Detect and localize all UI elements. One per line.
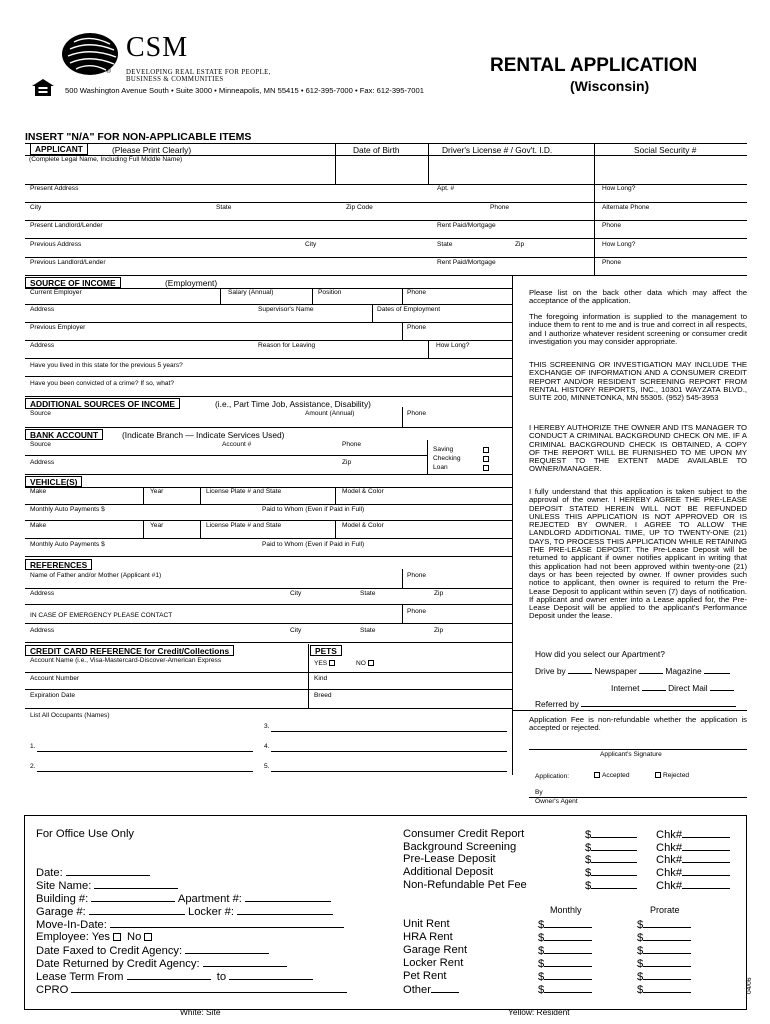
legal-name-note: (Complete Legal Name, Including Full Middle Name) (29, 156, 183, 163)
garage-rent-prorate-dollar: $ (637, 945, 644, 957)
office-date-faxed-label: Date Faxed to Credit Agency: (36, 945, 183, 957)
fee-additional-amount[interactable] (585, 866, 637, 879)
rent-paid-label: Rent Paid/Mortgage (437, 222, 496, 229)
rejected-checkbox[interactable] (655, 772, 661, 778)
application-label: Application: (535, 773, 570, 780)
bank-source-label: Source (30, 441, 51, 448)
unit-rent-label: Unit Rent (403, 918, 450, 930)
account-number-label: Account Number (30, 675, 80, 682)
garage-rent-prorate[interactable] (637, 944, 691, 957)
footer-yellow-copy: Yellow: Resident (508, 1007, 570, 1017)
csm-logo (60, 30, 122, 78)
employment-note: (Employment) (165, 278, 218, 288)
previous-address-label: Previous Address (30, 241, 82, 248)
bank-account-number-label: Account # (222, 441, 252, 448)
city-label: City (30, 204, 42, 211)
vehicle1-model-label: Model & Color (342, 488, 384, 495)
office-move-in (36, 918, 344, 931)
office-date (36, 866, 150, 879)
present-address-label: Present Address (30, 185, 79, 192)
fee-pet-check[interactable] (656, 879, 730, 892)
previous-landlord-phone-label: Phone (602, 259, 622, 266)
salary-label: Salary (Annual) (228, 289, 274, 296)
loan-label: Loan (433, 464, 448, 471)
pets-no-option[interactable] (356, 660, 376, 667)
office-use-title: For Office Use Only (36, 828, 135, 840)
rejected-label: Rejected (663, 772, 690, 779)
logo-tagline-1: DEVELOPING REAL ESTATE FOR PEOPLE, (126, 69, 271, 76)
landlord-phone-label: Phone (602, 222, 622, 229)
fee-background-chk-blank[interactable] (682, 841, 730, 851)
office-apartment-field[interactable] (245, 892, 331, 902)
rejected-option[interactable] (653, 772, 689, 779)
drive-by-option[interactable] (535, 666, 730, 676)
drive-by-label: Drive by (535, 666, 566, 676)
fee-credit-report-blank[interactable] (591, 828, 637, 838)
fee-credit-report-chk-label: Chk# (656, 829, 683, 841)
vehicle2-model-label: Model & Color (342, 522, 384, 529)
signature-label: Applicant's Signature (600, 751, 662, 758)
bank-account-label: BANK ACCOUNT (25, 429, 103, 440)
office-date-field[interactable] (66, 866, 150, 876)
bank-phone-label: Phone (342, 441, 362, 448)
page-title: RENTAL APPLICATION (490, 55, 698, 76)
date-of-birth-field[interactable] (336, 156, 428, 184)
newspaper-blank[interactable] (639, 666, 663, 674)
unit-rent-prorate-blank[interactable] (643, 918, 691, 928)
office-building-label: Building #: (36, 893, 89, 905)
employment-how-long-label: How Long? (436, 342, 470, 349)
additional-phone-label: Phone (407, 410, 427, 417)
expiration-label: Expiration Date (30, 692, 76, 699)
drive-by-blank[interactable] (568, 666, 592, 674)
unit-rent-prorate[interactable] (637, 918, 691, 931)
applicant-name-field[interactable] (25, 164, 335, 184)
pets-label: PETS (310, 645, 342, 656)
pets-yes-checkbox[interactable] (329, 660, 335, 666)
logo-text: CSM (126, 32, 189, 63)
vehicle2-year-label: Year (150, 522, 164, 529)
print-note: (Please Print Clearly) (112, 145, 192, 155)
referred-by-option[interactable] (535, 699, 736, 709)
office-employee-label: Employee: Yes (36, 931, 111, 943)
vehicle1-year-label: Year (150, 488, 164, 495)
locker-rent-monthly[interactable] (538, 957, 592, 970)
office-building-field[interactable] (91, 892, 175, 902)
other-rent-monthly[interactable] (538, 983, 592, 996)
pre-lease-return-text: The Pre-Lease Deposit will be returned to applicant if owner notifies applicant in writing that this application had not been approved within twenty-one (21) days or has been rejected by owner. If owner provides such notice to applicant, then owner is required to return the Pre-Lease Deposit to applicant within seven (7) days of notification. If applicant and owner enter into a Lease applied for, the Pre-Lease Deposit will be applied to the applicant's Performance Deposit under the lease. (529, 545, 748, 621)
registered-mark: ® (106, 68, 111, 75)
office-site-name (36, 879, 178, 892)
pets-no-checkbox[interactable] (368, 660, 374, 666)
office-garage-field[interactable] (89, 905, 185, 915)
unit-rent-monthly-blank[interactable] (544, 918, 592, 928)
previous-zip-label: Zip (515, 241, 525, 248)
garage-rent-monthly[interactable] (538, 944, 592, 957)
fee-note: Application Fee is non-refundable whether the application is accepted or rejected. (529, 715, 747, 733)
hra-rent-monthly-blank[interactable] (544, 931, 592, 941)
vehicle2-plate-label: License Plate # and State (206, 522, 282, 529)
office-move-in-field[interactable] (110, 918, 344, 928)
pets-yes-label: YES (314, 660, 328, 667)
reference-zip-label: Zip (434, 590, 444, 597)
occupant-1-number: 1. (30, 743, 36, 750)
instructions: INSERT "N/A" FOR NON-APPLICABLE ITEMS (25, 131, 252, 143)
signature-field[interactable] (529, 735, 747, 749)
vehicles-label: VEHICLE(S) (25, 476, 82, 487)
emergency-phone-label: Phone (407, 608, 427, 615)
office-garage (36, 905, 333, 918)
lived-five-years-label: Have you lived in this state for the previous 5 years? (30, 362, 183, 369)
prorate-header: Prorate (650, 905, 680, 915)
fee-pet-blank[interactable] (591, 879, 637, 889)
fee-pet-label: Non-Refundable Pet Fee (403, 879, 527, 891)
occupant-4-number: 4. (264, 743, 270, 750)
garage-rent-prorate-blank[interactable] (643, 944, 691, 954)
office-employee (36, 931, 155, 943)
employee-yes-checkbox[interactable] (113, 933, 121, 941)
loan-checkbox[interactable] (483, 465, 489, 471)
convicted-label: Have you been convicted of a crime? If so, what? (30, 380, 175, 387)
fee-credit-report-amount[interactable] (585, 828, 637, 841)
pet-rent-prorate[interactable] (637, 970, 691, 983)
previous-landlord-label: Previous Landlord/Lender (30, 259, 106, 266)
note-criminal-check: I HEREBY AUTHORIZE THE OWNER AND ITS MANAGER TO CONDUCT A CRIMINAL BACKGROUND CHECK ON ME. IF A CRIMINAL BACKGROUND CHECK IS OBTAINED, A COPY OF THE REPORT WILL BE FURNISHED TO ME UPON MY REQUEST TO THE EXTENT MADE AVAILABLE TO OWNER/MANAGER. (529, 423, 747, 474)
hra-rent-prorate[interactable] (637, 931, 691, 944)
equal-housing-icon (32, 79, 54, 96)
emergency-state-label: State (360, 627, 376, 634)
office-date-faxed (36, 944, 269, 957)
office-date-returned-field[interactable] (203, 957, 287, 967)
saving-checkbox[interactable] (483, 447, 489, 453)
emergency-city-label: City (290, 627, 302, 634)
how-select-label: How did you select our Apartment? (535, 649, 665, 659)
amount-annual-label: Amount (Annual) (305, 410, 355, 417)
office-site-name-field[interactable] (94, 879, 178, 889)
office-locker-field[interactable] (237, 905, 333, 915)
footer-white-copy: White: Site (180, 1007, 221, 1017)
references-label: REFERENCES (25, 559, 92, 570)
social-security-field[interactable] (595, 156, 747, 184)
unit-rent-prorate-dollar: $ (637, 919, 644, 931)
parent-name-label: Name of Father and/or Mother (Applicant #1) (30, 572, 162, 579)
fee-credit-report-chk-blank[interactable] (682, 828, 730, 838)
other-rent-prorate-dollar: $ (637, 984, 644, 996)
additional-income-note: (i.e., Part Time Job, Assistance, Disability) (215, 399, 371, 409)
other-rent-label: Other (403, 984, 431, 996)
fee-background-blank[interactable] (591, 841, 637, 851)
direct-mail-label: Direct Mail (668, 683, 708, 693)
bank-account-note: (Indicate Branch — Indicate Services Used) (122, 430, 285, 440)
employee-no-checkbox[interactable] (144, 933, 152, 941)
owners-agent-label: Owner's Agent (535, 798, 578, 805)
fee-pet-chk-label: Chk# (656, 880, 683, 892)
note-screening: THIS SCREENING OR INVESTIGATION MAY INCLUDE THE EXCHANGE OF INFORMATION AND A CONSUMER CREDIT REPORT AND/OR RESIDENT SCREENING REPORT FROM RENTAL HISTORY REPORTS, INC., 10301 WAYZATA BLVD., SUITE 200, MINNETONKA, MN 55305. (952) 545-3953 (529, 360, 747, 403)
other-rent-monthly-blank[interactable] (544, 983, 592, 993)
fee-pre-lease-dollar: $ (585, 854, 592, 866)
fee-background-dollar: $ (585, 842, 592, 854)
internet-blank[interactable] (642, 683, 666, 691)
additional-source-label: Source (30, 410, 51, 417)
employer-phone-label: Phone (407, 289, 427, 296)
phone-label: Phone (490, 204, 510, 211)
how-long-label: How Long? (602, 185, 636, 192)
other-rent-monthly-dollar: $ (538, 984, 545, 996)
fee-credit-report-check[interactable] (656, 828, 730, 841)
office-employee-no-label: No (127, 931, 142, 943)
pet-kind-label: Kind (314, 675, 328, 682)
office-apartment-label: Apartment #: (177, 893, 242, 905)
fee-additional-chk-blank[interactable] (682, 866, 730, 876)
locker-rent-label: Locker Rent (403, 957, 464, 969)
zip-code-label: Zip Code (346, 204, 373, 211)
pets-yes-option[interactable] (314, 660, 337, 667)
office-date-label: Date: (36, 867, 63, 879)
fee-background-chk-label: Chk# (656, 842, 683, 854)
occupant-2-number: 2. (30, 763, 36, 770)
office-date-returned (36, 957, 287, 970)
fee-additional-check[interactable] (656, 866, 730, 879)
direct-mail-blank[interactable] (710, 683, 734, 691)
office-building (36, 892, 331, 905)
credit-card-label: CREDIT CARD REFERENCE for Credit/Collections (25, 645, 234, 656)
pet-breed-label: Breed (314, 692, 332, 699)
fee-pre-lease-chk-blank[interactable] (682, 853, 730, 863)
current-employer-label: Current Employer (30, 289, 82, 296)
fee-pre-lease-check[interactable] (656, 853, 730, 866)
locker-rent-prorate-dollar: $ (637, 958, 644, 970)
office-site-name-label: Site Name: (36, 880, 92, 892)
pets-no-label: NO (356, 660, 366, 667)
hra-rent-monthly[interactable] (538, 931, 592, 944)
reference-phone-label: Phone (407, 572, 427, 579)
account-name-label: Account Name (i.e., Visa-Mastercard-Discover-American Express (30, 657, 222, 664)
bank-address-label: Address (30, 459, 55, 466)
supervisor-label: Supervisor's Name (258, 306, 314, 313)
occupants-label: List All Occupants (Names) (30, 712, 110, 719)
bank-zip-label: Zip (342, 459, 352, 466)
hra-rent-prorate-blank[interactable] (643, 931, 691, 941)
accepted-checkbox[interactable] (594, 772, 600, 778)
checking-label: Checking (433, 455, 461, 462)
fee-pre-lease-blank[interactable] (591, 853, 637, 863)
previous-employer-address-label: Address (30, 342, 55, 349)
by-label: By (535, 789, 543, 796)
fee-pre-lease-chk-label: Chk# (656, 854, 683, 866)
page-subtitle: (Wisconsin) (570, 78, 650, 94)
locker-rent-prorate-blank[interactable] (643, 957, 691, 967)
office-garage-label: Garage #: (36, 906, 86, 918)
fee-credit-report-dollar: $ (585, 829, 592, 841)
fee-credit-report-label: Consumer Credit Report (403, 828, 525, 840)
magazine-label: Magazine (665, 666, 702, 676)
locker-rent-prorate[interactable] (637, 957, 691, 970)
accepted-option[interactable] (592, 772, 630, 779)
previous-state-label: State (437, 241, 453, 248)
company-address: 500 Washington Avenue South • Suite 3000 • Minneapolis, MN 55415 • 612-395-7000 • Fax: 612-395-7001 (65, 86, 424, 95)
previous-city-label: City (305, 241, 317, 248)
pre-lease-agreement-text: I fully understand that this application is taken subject to the approval of the owner. I HEREBY AGREE THE PRE-LEASE DEPOSIT STATED HEREIN WILL NOT BE REFUNDED UNLESS THIS APPLICATION IS NOT APPROVED OR IS REJECTED BY OWNER. I AGREE TO ALLOW THE LANDLORD ADDITIONAL TIME, UP TO TWENTY-ONE (21) DAYS, TO PROCESS THIS APPLICATION WHILE RETAINING THE PRE-LEASE DEPOSIT. (529, 487, 747, 555)
newspaper-label: Newspaper (594, 666, 637, 676)
previous-rent-paid-label: Rent Paid/Mortgage (437, 259, 496, 266)
office-cpro-field[interactable] (71, 983, 347, 993)
fee-additional-chk-label: Chk# (656, 867, 683, 879)
position-label: Position (318, 289, 342, 296)
referred-by-blank[interactable] (581, 699, 736, 707)
office-locker-label: Locker #: (187, 906, 235, 918)
office-date-faxed-field[interactable] (185, 944, 269, 954)
drivers-license-field[interactable] (429, 156, 594, 184)
pet-rent-label: Pet Rent (403, 970, 447, 982)
fee-pre-lease-amount[interactable] (585, 853, 637, 866)
fee-additional-dollar: $ (585, 867, 592, 879)
unit-rent-monthly[interactable] (538, 918, 592, 931)
accepted-label: Accepted (602, 772, 630, 779)
source-of-income-label: SOURCE OF INCOME (25, 277, 121, 288)
fee-background-label: Background Screening (403, 841, 517, 853)
pet-rent-prorate-dollar: $ (637, 971, 644, 983)
vehicle2-make-label: Make (30, 522, 47, 529)
locker-rent-monthly-blank[interactable] (544, 957, 592, 967)
office-lease-to-label: to (216, 971, 227, 983)
vehicle1-make-label: Make (30, 488, 47, 495)
vehicle1-plate-label: License Plate # and State (206, 488, 282, 495)
magazine-blank[interactable] (704, 666, 730, 674)
locker-rent-monthly-dollar: $ (538, 958, 545, 970)
hra-rent-prorate-dollar: $ (637, 932, 644, 944)
pet-rent-monthly-blank[interactable] (544, 970, 592, 980)
fee-pet-dollar: $ (585, 880, 592, 892)
applicant-section-label: APPLICANT (30, 144, 88, 155)
checking-checkbox[interactable] (483, 456, 489, 462)
office-date-returned-label: Date Returned by Credit Agency: (36, 958, 200, 970)
office-lease-to-field[interactable] (229, 970, 313, 980)
internet-label: Internet (611, 683, 640, 693)
saving-label: Saving (433, 446, 454, 453)
alternate-phone-label: Alternate Phone (602, 204, 650, 211)
vehicle2-paid-to-label: Paid to Whom (Even if Paid in Full) (262, 541, 365, 548)
reference-address-label: Address (30, 590, 55, 597)
office-lease-from-field[interactable] (127, 970, 211, 980)
note-back-data: Please list on the back other data which may affect the acceptance of the application. (529, 288, 747, 306)
reason-leaving-label: Reason for Leaving (258, 342, 316, 349)
occupant-3-number: 3. (264, 723, 270, 730)
occupant-5-number: 5. (264, 763, 270, 770)
present-landlord-label: Present Landlord/Lender (30, 222, 103, 229)
vehicle1-paid-to-label: Paid to Whom (Even if Paid in Full) (262, 506, 365, 513)
dates-employment-label: Dates of Employment (377, 306, 441, 313)
loan-option[interactable] (433, 464, 448, 471)
social-security-label: Social Security # (634, 145, 697, 155)
previous-employer-phone-label: Phone (407, 324, 427, 331)
emergency-address-label: Address (30, 627, 55, 634)
saving-option[interactable] (433, 446, 453, 453)
internet-option[interactable] (611, 683, 734, 693)
vehicle1-monthly-label: Monthly Auto Payments $ (30, 506, 105, 513)
previous-how-long-label: How Long? (602, 241, 636, 248)
unit-rent-monthly-dollar: $ (538, 919, 545, 931)
logo-tagline-2: BUSINESS & COMMUNITIES (126, 76, 224, 83)
hra-rent-monthly-dollar: $ (538, 932, 545, 944)
referred-by-label: Referred by (535, 699, 579, 709)
reference-city-label: City (290, 590, 302, 597)
pet-rent-prorate-blank[interactable] (643, 970, 691, 980)
state-label: State (216, 204, 232, 211)
garage-rent-label: Garage Rent (403, 944, 468, 956)
monthly-header: Monthly (550, 905, 582, 915)
other-rent-prorate-blank[interactable] (643, 983, 691, 993)
drivers-license-label: Driver's License # / Gov't. I.D. (442, 145, 553, 155)
fee-additional-blank[interactable] (591, 866, 637, 876)
other-rent-blank[interactable] (431, 983, 459, 993)
note-foregoing: The foregoing information is supplied to the management to induce them to rent to me and is true and correct in all respects, and I authorize whatever resident screening or consumer credit investigation you may consider appropriate. (529, 312, 747, 346)
fee-pet-amount[interactable] (585, 879, 637, 892)
previous-employer-label: Previous Employer (30, 324, 86, 331)
pet-rent-monthly[interactable] (538, 970, 592, 983)
office-cpro (36, 983, 347, 996)
fee-pet-chk-blank[interactable] (682, 879, 730, 889)
other-rent-prorate[interactable] (637, 983, 691, 996)
office-lease-term-label: Lease Term From (36, 971, 124, 983)
date-of-birth-label: Date of Birth (353, 145, 400, 155)
office-move-in-label: Move-In-Date: (36, 919, 107, 931)
pet-rent-monthly-dollar: $ (538, 971, 545, 983)
other-rent (403, 983, 459, 996)
fee-additional-deposit-label: Additional Deposit (403, 866, 494, 878)
office-lease-term (36, 970, 313, 983)
garage-rent-monthly-blank[interactable] (544, 944, 592, 954)
emergency-contact-label: IN CASE OF EMERGENCY PLEASE CONTACT (30, 612, 173, 619)
office-cpro-label: CPRO (36, 984, 69, 996)
fee-pre-lease-label: Pre-Lease Deposit (403, 853, 496, 865)
note-pre-lease (529, 488, 747, 621)
garage-rent-monthly-dollar: $ (538, 945, 545, 957)
form-code: 04/06 (746, 977, 753, 994)
reference-state-label: State (360, 590, 376, 597)
hra-rent-label: HRA Rent (403, 931, 453, 943)
additional-income-label: ADDITIONAL SOURCES OF INCOME (25, 398, 180, 409)
emergency-zip-label: Zip (434, 627, 444, 634)
employer-address-label: Address (30, 306, 55, 313)
vehicle2-monthly-label: Monthly Auto Payments $ (30, 541, 105, 548)
apt-label: Apt. # (437, 185, 455, 192)
checking-option[interactable] (433, 455, 461, 462)
